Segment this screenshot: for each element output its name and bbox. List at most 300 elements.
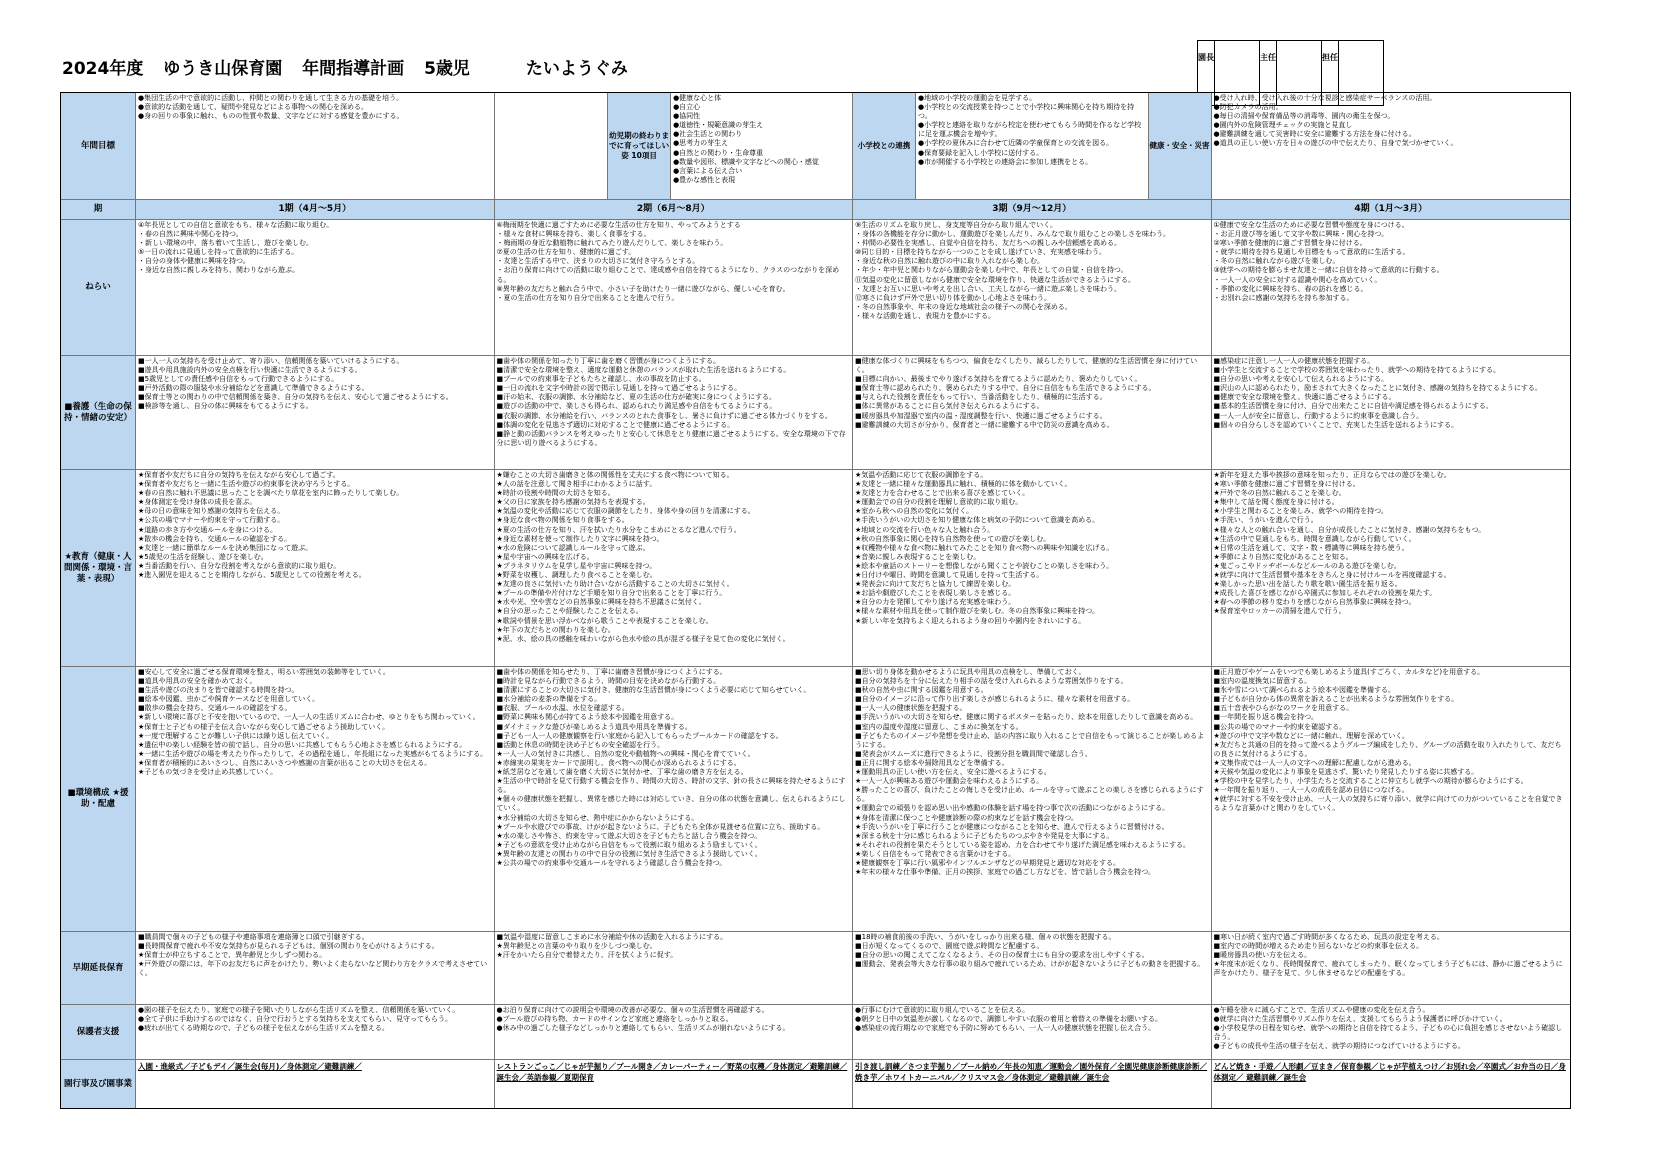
plan-line: ■汗の始末、衣服の調節、水分補給など、夏の生活の仕方が確実に身につくようにする。	[496, 393, 776, 402]
plan-line: ■五十音表やひらがなのワークを用意する。	[1213, 704, 1354, 713]
plan-line: ★手洗いうがいの大切さを知り健康な体と病気の予防について意識を高める。	[855, 516, 1100, 525]
plan-line: ■一年間を振り返る機会を持つ。	[1213, 713, 1318, 722]
plan-line: ■遊びの活動の中で、楽しさも得られ、認められたり満足感や自信をもてるようにする。	[496, 402, 777, 411]
row-label-aims: ねらい	[61, 220, 136, 356]
plan-line: ★嫌むことの大切さ歯磨きと体の関係性を丈夫にする食べ物について知る。	[496, 471, 734, 479]
plan-line: ★秋の自然事象に関心を持ち自然物を使っての遊びを楽しむ。	[855, 534, 1051, 543]
plan-line: ■自分の気持ちを十分に伝えたり相手の話を受け入れられるような雰囲気作りをする。	[855, 677, 1128, 686]
plan-line: ★保育者や友だちと一緒に生活や遊びの約束事を決め守ろうとする。	[138, 480, 355, 489]
plan-line: ■避難訓練の大切さが分かり、保育者と一緒に避難する中で防災の意識を高める。	[855, 420, 1114, 429]
period-3-header: 3期（9月～12月）	[853, 200, 1212, 220]
plan-line: ■活動と休息の時間を決め子どもの安全確認を行う。	[496, 740, 665, 749]
plan-line: ⑧異年齢の友だちと触れ合う中で、小さい子を助けたり一緒に遊びながら、優しい心を育む。	[496, 284, 790, 293]
plan-line: ⑫寒さに負けず戸外で思い切り体を動かし心地よさを味わう。	[855, 293, 1051, 302]
plan-line: ・身体の各機能を存分に動かし、運動遊びを楽しんだり、みんなで取り組むことの楽しさを味わう。	[855, 230, 1170, 239]
title-year: 2024年度	[62, 59, 144, 79]
plan-line: ★楽しく自信をもって発表できる言葉かけをする。	[855, 849, 1016, 858]
title-school: ゆうき山保育園	[163, 59, 283, 79]
plan-line: ★春の自然に触れ不思議に思ったことを調べたり草花を室内に飾ったりして楽しむ。	[138, 489, 404, 498]
plan-line: ★学校の中を見学したり、小学生たちと交流することに仲立ちし就学への期待が膨らむようにする。	[1213, 777, 1528, 786]
plan-line: ★友だちと共通の目的を持って遊べるようグループ編成をしたり、グループの活動を取り入れたりして、友だちの良さに気付けるようにする。	[1213, 740, 1562, 758]
plan-line: ③就学への期待を膨らませ友達と一緒に自信を持って意欲的に行動する。	[1213, 266, 1444, 275]
plan-line: ★水の楽しさや怖さ、約束を守って遊ぶ大切さを子どもたちと話し合う機会を持つ。	[496, 831, 762, 840]
plan-line: ・夏の生活の仕方を知り自分で出来ることを進んで行う。	[496, 293, 679, 302]
ten-aspect-item: ●豊かな感性と表現	[673, 175, 736, 184]
plan-line: ■自分の思いの聞こえてこなくなるよう、その日の保育士にも自分の要求を出しやすくする。	[855, 951, 1149, 960]
plan-line: ★自分の思ったことや経験したことを伝える。	[496, 607, 643, 616]
plan-line: ■小学生と交流することで学校の雰囲気を味わったり、就学への期待を持てるようにする。	[1213, 366, 1501, 375]
health-safety-item: ●道具の正しい使い方を日々の遊びの中で伝えたり、自身で気づかせていく。	[1213, 139, 1458, 148]
plan-line: ★一人一人の気付きに共感し、自然の変化や動植物への興味・関心を育てていく。	[496, 749, 755, 758]
row-label-education: ★教育（健康・人間関係・環境・言葉・表現）	[61, 470, 136, 667]
plan-line: ■ダイナミックな遊びが楽しめるよう道具や用具を準備する。	[496, 722, 692, 731]
plan-line: ■手洗いうがいの大切さを知らせ、健康に関するポスターを貼ったり、絵本を用意したりして意識を高める。	[855, 713, 1198, 722]
plan-line: ★気温の変化や活動に応じて衣服の調節をしたり、身体や身の回りを清潔にする。	[496, 507, 755, 516]
period-label: 期	[61, 200, 136, 220]
plan-line: ■歯や体の関係を知ったり丁寧に歯を磨く習慣が身につくようにする。	[496, 357, 720, 365]
plan-line: ■与えられた役割を責任をもって行い、当番活動をしたり、積極的に生活する。	[855, 393, 1107, 402]
plan-line: ・身近な自然に親しみを持ち、関わりながら遊ぶ。	[138, 266, 300, 275]
plan-line: ★春への季節の移り変わりを感じながら自然事象に興味を持つ。	[1213, 598, 1416, 607]
plan-line: ■保育士等との関わりの中で信頼関係を築き、自分の気持ちを伝え、安心して過ごせるようにする。	[138, 393, 453, 402]
plan-line: ・様々な食材に興味を持ち、楽しく食事をする。	[496, 230, 651, 239]
plan-line: ★寒い季節を健康に過ごす習慣を身に付ける。	[1213, 480, 1360, 489]
plan-line: ★深まる秋を十分に感じられるように子どもたちのつぶやきや発見を大事にする。	[855, 831, 1114, 840]
plan-line: ■目標に向かい、最後までやり遂げる気持ちを育てるように認めたり、褒めたりしていく。	[855, 375, 1142, 384]
plan-line: ★汗をかいたら自分で着替えたり、汗を拭くように促す。	[496, 951, 678, 960]
health-safety-item: ●毎日の清掃や保育備品等の消毒等、園内の衛生を保つ。	[1213, 112, 1395, 121]
plan-line: ●小学校見学の日程を知らせ、就学への期待と自信を持てるよう、子どもの心に負担を感じさせないよう確認し合う。	[1213, 1024, 1563, 1042]
title-plan: 年間指導計画	[302, 59, 405, 79]
plan-line: ★生活の中で見通しをもち、時間を意識しながら行動していく。	[1213, 534, 1416, 543]
plan-line: ●プール遊びの持ち物、カードのサインなど家庭と連絡をしっかりと取る。	[496, 1015, 733, 1024]
plan-line: ■室内の温度や湿度に留意し、こまめに換気をする。	[855, 722, 1023, 731]
plan-line: ★子どもの意欲を受け止めながら自信をもって役割に取り組めるよう励ましていく。	[496, 840, 762, 849]
health-safety-item: ●園内外の危険管理チェックの実施と見直し	[1213, 121, 1353, 130]
plan-line: ⑦夏の生活の仕方を知り、健康的に過ごす。	[496, 248, 636, 257]
plan-line: ★健康観察を丁寧に行い風邪やインフルエンザなどの早期発見と適切な対応をする。	[855, 858, 1120, 867]
plan-line: ●行事にむけて意欲的に取り組んでいることを伝える。	[855, 1006, 1030, 1014]
plan-line: ■5歳児としての責任感や自信をもって行動できるようにする。	[138, 375, 339, 384]
plan-line: ■道具や用具の安全を確かめておく。	[138, 677, 257, 686]
plan-line: ★日付けや曜日、時間を意識して見通しを持って生活する。	[855, 571, 1044, 580]
plan-line: ■安心して安全に過ごせる保育環境を整え、明るい雰囲気の装飾等をしていく。	[138, 668, 390, 676]
plan-line: ★遺伝中の楽しい経験を皆の前で話し、自分の思いに共感してもらう心地よさを感じられるようにする。	[138, 740, 467, 749]
plan-line: ■プールでの約束事を子どもたちと確認し、水の事故を防止する。	[496, 375, 706, 384]
parent-support-period-1	[136, 1005, 495, 1060]
plan-line: ★音楽に親しみ表現することを楽しむ。	[855, 552, 981, 561]
education-period-4	[1212, 470, 1571, 667]
plan-line: ★自分の力を発揮してやり遂げる充実感を味わう。	[855, 598, 1016, 607]
extended-care-period-4	[1212, 932, 1571, 1005]
plan-line: ★日常の生活を通して、文字・数・標識等に興味を持ち使う。	[1213, 543, 1409, 552]
plan-line: ■秋の自然や虫に関する図鑑を用意する。	[855, 686, 988, 695]
plan-line: ★新年を迎えた事や挨拶の意味を知ったり、正月ならではの遊びを楽しむ。	[1213, 471, 1451, 479]
plan-line: ★成長した喜びを感じながら卒園式に参加しそれぞれの役割を果たす。	[1213, 589, 1437, 598]
plan-line: ★紙芝居などを通して歯を磨く大切さに気付かせ、丁寧な歯の磨き方を伝える。	[496, 768, 748, 777]
plan-line: ■子どもが自分から体の異常を訴えることが出来るような雰囲気作りをする。	[1213, 695, 1459, 704]
plan-line: ・お正月遊び等を通して文字や数に興味・関心を持つ。	[1213, 230, 1389, 239]
period-2-header: 2期（6月～8月）	[495, 200, 854, 220]
health-safety-item: ●避難訓練を通して災害時に安全に避難する方法を身に付ける。	[1213, 130, 1416, 139]
plan-line: ★新しい年を気持ちよく迎えられるよう身の回りや園内をきれいにする。	[855, 616, 1086, 625]
plan-line: ★生活の中で時計を見て行動する機会を作り、時間の大切さ、時計の文字、針の長さに興味を持たせるようにする。	[496, 777, 846, 795]
plan-line: ●就学に向けた生活習慣やリズム作りを伝え、支援してもらうよう保護者に呼びかけていく。	[1213, 1015, 1507, 1024]
plan-line: ②寒い季節を健康的に過ごす習慣を身に付ける。	[1213, 239, 1367, 248]
plan-line: ■一人一人が安全に留意し、行動するように約束事を意識し合う。	[1213, 411, 1424, 420]
school-link-item: ●市が開催する小学校との連絡会に参加し連携をとる。	[918, 157, 1093, 166]
plan-line: ■18時の補食前後の手洗い、うがいをしっかり出来る様、個々の状態を把握する。	[855, 933, 1116, 941]
plan-line: ■静と動の活動バランスを考えゆったりと安心して休息をとり健康に過ごせるようにする。安全な環境の下で存分に思い切り遊べるようにする。	[496, 429, 846, 447]
plan-line: ■氷や雪について調べられるよう絵本や図鑑を準備する。	[1213, 686, 1395, 695]
plan-line: ■室内での時間が増えるため走り回らないなどの約束事を伝える。	[1213, 942, 1424, 951]
plan-line: ■感染症に注意し一人一人の健康状態を把握する。	[1213, 357, 1375, 365]
plan-line: ■一人一人の気持ちを受け止めて、寄り添い、信頼関係を築いていけるようにする。	[138, 357, 404, 365]
plan-line: ■保育士等に認められたり、褒められたりする中で、自分に自信をもち生活できるようにする。	[855, 384, 1156, 393]
plan-line: ★一度で理解することが難しい子供には繰り返し伝えていく。	[138, 731, 334, 740]
plan-line: ★保育者や友だちに自分の気持ちを伝えながら安心して過ごす。	[138, 471, 340, 479]
plan-line: ■寒い日が続く室内で過ごす時間が多くなるため、玩具の設定を考える。	[1213, 933, 1444, 941]
plan-line: ★様々な人との触れ合いを通し、自分が成長したことに気付き、感謝の気持ちをもつ。	[1213, 525, 1486, 534]
plan-line: ★身体を清潔に保つことや健康診断の際の約束などを話す機会を持つ。	[855, 813, 1078, 822]
annual-goals-text	[136, 93, 495, 200]
school-link-item: ●地域の小学校の運動会を見学する。	[918, 94, 1037, 102]
plan-line: ★身体測定を受け身体の成長を喜ぶ。	[138, 498, 257, 507]
plan-line: ■自分の思いや考えを安心して伝えられるようにする。	[1213, 375, 1389, 384]
plan-line: ■個々の自分らしさを認めていくことで、充実した生活を送れるようにする。	[1213, 420, 1458, 429]
plan-line: ■正月に関する絵本や掃除用具などを準備する。	[855, 758, 1009, 767]
plan-line: ⑪気温の変化に留意しながら健康で安全な環境を作り、快適な生活ができるようにする。	[855, 275, 1135, 284]
plan-line: ★年下の友だちとの関わりを楽しむ。	[496, 625, 615, 634]
plan-line: ★運動会での自分の役割を理解し意欲的に取り組む。	[855, 498, 1023, 507]
plan-line: ★文集作成では一人一人の文字への理解に配慮しながら進める。	[1213, 758, 1416, 767]
care-period-4	[1212, 356, 1571, 470]
plan-line: ■水分補給の麦茶の準備をする。	[496, 695, 602, 704]
plan-line: ■基本的生活習慣を身に付け、自分で出来たことに自信や満足感を得られるようにする。	[1213, 402, 1493, 411]
ten-aspect-item: ●思考力の芽生え	[673, 139, 729, 148]
plan-line: ★水や光、空や雲などの自然事象に興味を持ち不思議さに気付く。	[496, 598, 706, 607]
row-label-events: 園行事及び園事業	[61, 1060, 136, 1108]
plan-line: ★野菜を収穫し、調理したり食べることを楽しむ。	[496, 571, 657, 580]
care-period-2	[495, 356, 854, 470]
aims-period-2	[495, 220, 854, 356]
environment-period-4	[1212, 667, 1571, 932]
plan-line: ★友達と一緒に様々な運動器具に触れ、積極的に体を動かしていく。	[855, 480, 1072, 489]
plan-line: ★新しい環境に喜びと不安を抱いているので、一人一人の生活リズムに合わせ、ゆとりをもち関わっていく。	[138, 713, 480, 722]
stamp-label-principal: 園長	[1198, 41, 1215, 106]
plan-line: ■子ども一人一人の健康観察を行い家庭から記入してもらったプールカードの確認をする。	[496, 731, 783, 740]
extended-care-period-2	[495, 932, 854, 1005]
plan-line: ★散歩の機会を持ち、交通ルールの確認をする。	[138, 534, 292, 543]
plan-line: ★小学生と関わることを楽しみ、就学への期待を持つ。	[1213, 507, 1388, 516]
extended-care-period-3	[853, 932, 1212, 1005]
plan-line: ★公共の場でマナーや約束を守って行動する。	[138, 516, 285, 525]
plan-line: ●子どもの成長や生活の様子を伝え、就学の期待につなげていけるようにする。	[1213, 1042, 1465, 1051]
school-link-item: ●小学校との交流授業を持つことで小学校に興味関心を持ち期待を持つ。	[918, 103, 1135, 121]
school-link-item: ●保育要録を記入し小学校に送付する。	[918, 148, 1044, 157]
plan-line: ・就学に期待を持ち見通しや目標をもって意欲的に生活する。	[1213, 248, 1410, 257]
plan-line: ★地域との交流を行い色々な人と触れ合う。	[855, 525, 995, 534]
plan-line: ★戸外で冬の自然に触れることを楽しむ。	[1213, 489, 1346, 498]
plan-line: ★手洗いうがいを丁寧に行うことが健康につながることを知らせ、進んで行えるように習慣付ける。	[855, 822, 1169, 831]
plan-line: ★一緒に生活や遊びの場を考えたり作ったりして、その過程を通し、年長組になった実感がもてるようにする。	[138, 749, 488, 758]
plan-line: ★気温や活動に応じて衣服の調節をする。	[855, 471, 988, 479]
ten-aspect-item: ●健康な心と体	[673, 94, 722, 102]
ten-aspect-item: ●数量や図形、標識や文字などへの関心・感覚	[673, 157, 819, 166]
plan-line: ・身近な秋の自然に触れ遊びの中に取り入れながら楽しむ。	[855, 257, 1044, 266]
ten-aspect-item: ●道徳性・規範意識の芽生え	[673, 121, 764, 130]
plan-line: ④年長児としての自信と意欲をもち、様々な活動に取り組む。	[138, 221, 334, 229]
plan-line: ★絵本や童話のストーリーを想像しながら聞くことや読むことの楽しさを味わう。	[855, 561, 1114, 570]
plan-line: ★保育者が積極的にあいさつし、自然にあいさつや感謝の言葉が出ることの大切さを伝える。	[138, 758, 432, 767]
care-period-1	[136, 356, 495, 470]
plan-line: ★水分補給の大切さを知らせ、熱中症にかからないようにする。	[496, 813, 699, 822]
school-link-item: ●小学校の夏休みに合わせて近隣の学童保育との交流を図る。	[918, 139, 1114, 148]
plan-line: ★星や宇宙への興味を広げる。	[496, 552, 594, 561]
plan-line: ★年度末が近くなり、長時間保育で、疲れてしまったり、眠くなってしまう子どもには、静かに過ごせるように声をかけたり、様子を見て、少し休ませるなどの配慮をする。	[1213, 960, 1563, 978]
plan-line: ・春の自然に興味や関心を持つ。	[138, 230, 243, 239]
plan-line: ■室内の温度換気に留意する。	[1213, 677, 1312, 686]
plan-line: ★父の日に家族を持ち感謝の気持ちを表現する。	[496, 498, 650, 507]
plan-line: ■健康で安全な環境を整え、快適に過ごせるようにする。	[1213, 393, 1396, 402]
plan-line: ★夏の生活の仕方を知り、汗を拭いたり水分をこまめにとるなど進んで行う。	[496, 525, 741, 534]
plan-line: ★楽しかった思い出を話したり歌を歌い園生活を振り返る。	[1213, 580, 1402, 589]
plan-line: ★プールの準備や片付けなど手順を知り自分で出来ることを丁寧に行う。	[496, 589, 727, 598]
plan-line: ★就学に対する不安を受け止め、一人一人の気持ちに寄り添い、就学に向けての力がついていることを自覚できるような言葉かけと関わりをしていく。	[1213, 795, 1563, 813]
plan-line: ★お話や劇遊びしたことを表現し楽しさを感じる。	[855, 589, 1016, 598]
care-period-3	[853, 356, 1212, 470]
row-label-extended-care: 早期延長保育	[61, 932, 136, 1005]
plan-line: ・様々な活動を通し、表現力を豊かにする。	[855, 311, 995, 320]
plan-line: ★一人一人が興味ある遊びや運動会を味わえるようにする。	[855, 777, 1044, 786]
health-safety-item: ●防犯カメラの活用。	[1213, 103, 1283, 112]
plan-line: ■一人一人の健康状態を把握する。	[855, 704, 967, 713]
plan-line: ■遊具や用具施設内外の安全点検を行い快適に生活できるようにする。	[138, 366, 362, 375]
plan-line: ★収穫物や様々な食べ物に触れてみたことを知り食べ物への興味や知識を広げる。	[855, 543, 1114, 552]
annual-goal: ●集団生活の中で意欲的に活動し、仲間との関わりを通して生きる力の基礎を培う。	[138, 94, 404, 102]
plan-line: ・冬の自然に触れながら遊びを楽しむ。	[1213, 257, 1340, 266]
plan-line: ★室から秋への自然の変化に気付く。	[855, 507, 974, 516]
row-label-care: ■養護（生命の保持・情緒の安定）	[61, 356, 136, 470]
plan-line: ■長時間保育で疲れや不安な気持ちが見られる子どもは、個別の関わりを心がけるようにする。	[138, 942, 439, 951]
parent-support-period-2	[495, 1005, 854, 1060]
plan-line: ・お泊り保育に向けての活動に取り組むことで、達成感や自信を持てるようになり、クラスのつながりを深める。	[496, 266, 840, 284]
aims-period-4	[1212, 220, 1571, 356]
plan-line: ・一人一人の安全に対する認識や関心を高めていく。	[1213, 275, 1382, 284]
event-list: 入園・進級式／子どもデイ／誕生会(毎月)／身体測定／避難訓練／	[138, 1062, 362, 1071]
plan-line: ★保育室やロッカーの清掃を進んで行う。	[1213, 607, 1346, 616]
ten-aspect-item: ●協同性	[673, 112, 701, 121]
ten-aspects-cell	[495, 93, 854, 200]
plan-line: ■清潔にすることの大切さに気付き、健康的な生活習慣が身につくよう必要に応じて知らせていく。	[496, 686, 811, 695]
environment-period-3	[853, 667, 1212, 932]
health-safety-item: ●受け入れ時、受け入れ後の十分な視診と感染症サーベランスの活用。	[1213, 94, 1437, 102]
row-label-parent-support: 保護者支援	[61, 1005, 136, 1060]
period-1-header: 1期（4月～5月）	[136, 200, 495, 220]
aims-period-3	[853, 220, 1212, 356]
plan-line: ★鬼ごっこやドッヂボールなどルールのある遊びを楽しむ。	[1213, 561, 1401, 570]
plan-line: ●休み中の過ごした様子などしっかりと連絡してもらい、生活リズムが崩れないようにする。	[496, 1024, 790, 1033]
plan-line: ■暖房器具の使い方を伝える。	[1213, 951, 1312, 960]
plan-line: ■生活や遊びの決まりを皆で確認する時間を持つ。	[138, 686, 299, 695]
education-period-2	[495, 470, 854, 667]
plan-line: ・自分の身体や健康に興味を持つ。	[138, 257, 250, 266]
plan-line: ■散歩の機会を持ち、交通ルールの確認をする。	[138, 704, 292, 713]
title-age: 5歳児	[424, 59, 470, 79]
plan-line: ★当番活動を行い、自分な役割を考えながら意欲的に取り組む。	[138, 561, 341, 570]
plan-line: ・友達とお互いに思いや考えを出し合い、工夫しながら一緒に遊ぶ楽しさを味わう。	[855, 284, 1121, 293]
plan-line: ★時計の役割や時間の大切さを知る。	[496, 489, 615, 498]
annual-goal: ●身の回りの事象に触れ、ものの性質や数量、文字などに対する感覚を豊かにする。	[138, 112, 404, 121]
plan-line: ■衣服、プールの水温、水位を確認する。	[496, 704, 629, 713]
plan-line: ●お泊り保育に向けての説明会や環境の改善が必要な、個々の生活習慣を再確認する。	[496, 1006, 769, 1014]
page-title	[62, 54, 642, 79]
ten-aspects-label: 幼児期の終わりまでに育ってほしい姿 10項目	[607, 93, 671, 199]
plan-line: ■思い切り身体を動かせるように玩具や用具の点検をし、準備しておく。	[855, 668, 1086, 676]
plan-line: ■自分のイメージに沿って作り出す楽しさが感じられるように、様々な素材を用意する。	[855, 695, 1135, 704]
parent-support-period-3	[853, 1005, 1212, 1060]
plan-line: ★季節により自然に変化があることを知る。	[1213, 552, 1353, 561]
aims-period-1	[136, 220, 495, 356]
plan-line: ★手洗い、うがいを進んで行う。	[1213, 516, 1318, 525]
plan-line: ■職員間で個々の子どもの様子や連絡事項を連絡簿と口頭で引継ぎする。	[138, 933, 369, 941]
event-list: どんど焼き・手遊／人形劇／豆まき／保育参観／じゃが芋植えつけ／お別れ会／卒園式／お弁当の日／身体測定／ 避難訓練／誕生会	[1213, 1062, 1566, 1082]
row-label-environment: ■環境構成 ★援助・配慮	[61, 667, 136, 932]
plan-line: ★歌詞や情景を思い浮かべながら歌うことや表現することを楽しむ。	[496, 616, 713, 625]
plan-line: ★異年齢の友達との関わりの中で自分の役割に気付き生活できるよう援助していく。	[496, 849, 762, 858]
events-period-4	[1212, 1060, 1571, 1108]
events-period-2	[495, 1060, 854, 1108]
plan-line: ●全て子供に手助けするのではなく、自分で行おうとする気持ちを支えてもらい、見守ってもらう。	[138, 1015, 452, 1024]
school-link-list	[916, 93, 1148, 199]
plan-line: ■正月遊びやゲームをいつでも楽しめるよう道具(すごろく、カルタなど)を用意する。	[1213, 668, 1485, 676]
plan-line: ★5歳児の生活を経験し、遊びを楽しむ。	[138, 552, 268, 561]
plan-line: ★戸外遊びの際には、年下のお友だちに声をかけたり、勢いよく走らないなど関わり方をクラスで考えさせていく。	[138, 960, 488, 978]
plan-line: ⑥梅雨期を快適に過ごすために必要な生活の仕方を知り、やってみようとする	[496, 221, 741, 229]
plan-line: ★運動用具の正しい使い方を伝え、安全に遊べるようにする。	[855, 768, 1051, 777]
plan-line: ★一年間を振り返り、一人一人の成長を認め自信につなげる。	[1213, 786, 1409, 795]
ten-aspect-item: ●自立心	[673, 103, 701, 112]
plan-line: ・お別れ会に感謝の気持ちを持ち参加する。	[1213, 293, 1354, 302]
environment-period-1	[136, 667, 495, 932]
plan-line: ①健康で安全な生活のために必要な習慣や態度を身につける。	[1213, 221, 1409, 229]
plan-line: ■日が短くなってくるので、園庭で遊ぶ時間など配慮する。	[855, 942, 1044, 951]
period-4-header: 4期（1月～3月）	[1212, 200, 1571, 220]
plan-line: ★母の日の意味を知り感謝の気持ちを伝える。	[138, 507, 285, 516]
plan-line: ★プラネタリウムを見学し星や宇宙に興味を持つ。	[496, 561, 657, 570]
plan-line: ■沢山の人に認められたり、励まされて大きくなったことに気付き、感謝の気持ちを持てるようにする。	[1213, 384, 1542, 393]
plan-line: ⑨生活のリズムを取り戻し、身支度等自分から取り組んでいく。	[855, 221, 1057, 229]
ten-aspect-item: ●自然との関わり・生命尊重	[673, 148, 764, 157]
plan-line: ★運動会での頑張りを認め思い出や感動の体験を話す場を持つ事で次の活動につながるようにする。	[855, 804, 1170, 813]
health-safety-label: 健康・安全・災害	[1148, 93, 1211, 199]
events-period-3	[853, 1060, 1212, 1108]
plan-line: ■衣服の調節、水分補給を行い、バランスのとれた食事をし、暑さに負けずに過ごせる体力づくりをする。	[496, 411, 832, 420]
stamp-label-chief: 主任	[1260, 41, 1277, 106]
plan-line: ●園の様子を伝えたり、家庭での様子を聞いたりしながら生活リズムを整え、信頼関係を築いていく。	[138, 1006, 460, 1014]
plan-line: ★保育士が仲立ちすることで、異年齢児と少しずつ関わる。	[138, 951, 327, 960]
plan-line: ★進入園児を迎えることを期待しながら、5歳児としての役割を考える。	[138, 571, 366, 580]
plan-line: ★友達の良さに気付いたり助け合いながら活動することの大切さに気付く。	[496, 580, 734, 589]
events-period-1	[136, 1060, 495, 1108]
plan-line: ・梅雨期の身近な動植物に触れてみたり遊んだりして、楽しさを味わう。	[496, 239, 728, 248]
plan-line: ■運動会、発表会等大きな行事の取り組みで疲れているため、けがが起きないように子どもの動きを把握する。	[855, 960, 1205, 969]
plan-line: ・年少・年中児と関わりながら運動会を楽しむ中で、年長としての自覚・自信を持つ。	[855, 266, 1128, 275]
plan-line: ・仲間の必要性を実感し、自覚や自信を持ち、友だちへの親しみや信頼感を高める。	[855, 239, 1121, 248]
annual-plan-table	[60, 92, 1571, 1109]
school-link-cell	[853, 93, 1212, 200]
environment-period-2	[495, 667, 854, 932]
plan-line: ■一日の流れを文字や時計の図で掲示し見通しを持って過ごせるようにする。	[496, 384, 742, 393]
ten-aspects-list	[671, 93, 852, 199]
plan-line: ★水の危険について認識しルールを守って遊ぶ。	[496, 543, 650, 552]
plan-line: ★天候や気温の変化により事象を見逃さず、驚いたり発見したりする姿に共感する。	[1213, 768, 1479, 777]
plan-line: ★友達と力を合わせることで出来る喜びを感じていく。	[855, 489, 1030, 498]
education-period-3	[853, 470, 1212, 667]
stamp-label-teacher: 担任	[1322, 41, 1339, 106]
plan-line: ★赤線実の果実をカードで説明し、食べ物への関心が深められるようにする。	[496, 758, 741, 767]
plan-line: ★様々な素材や用具を使って制作遊びを楽しむ。冬の自然事象に興味を持つ。	[855, 607, 1099, 616]
plan-line: ●感染症の流行期なので家庭でも予防に努めてもらい、一人一人の健康状態を把握し伝え合う。	[855, 1024, 1156, 1033]
plan-line: ・友達と生活する中で、決まりの大切さに気付き守ろうとする。	[496, 257, 700, 266]
plan-line: ★遊びの中で文字や数などに一緒に触れ、理解を深めていく。	[1213, 731, 1410, 740]
plan-line: ★身近な食べ物の関係を知り食事をする。	[496, 516, 629, 525]
plan-line: ■戸外活動の際の服装や水分補給などを意識して準備できるようにする。	[138, 384, 369, 393]
event-list: 引き渡し訓練／さつま芋掘り／プール納め／年長の知恵／運動会／園外保育／全園児健康診断健康診断／焼き芋／ホワイトカーニバル／クリスマス会／身体測定／避難訓練／誕生会	[855, 1062, 1208, 1082]
plan-line: ■野菜に興味も関心が持てるよう絵本や図鑑を用意する。	[496, 713, 679, 722]
plan-line: ★異年齢児との言葉のやり取りを少しづつ楽しむ。	[496, 942, 657, 951]
plan-line: ★人の話を注意して聞き相手にわかるように話す。	[496, 480, 657, 489]
plan-line: ★個々の健康状態を把握し、異常を感じた時には対応していき、自分の体の状態を意識し、伝えられるようにしていく。	[496, 795, 846, 813]
annual-goals-label: 年間目標	[61, 93, 136, 200]
plan-line: ★就学に向けて生活習慣や基本をきちんと身に付けルールを再度確認する。	[1213, 571, 1451, 580]
plan-line: ⑩同じ目的・目標を持ちながら一つのことを成し遂げていき、充実感を味わう。	[855, 248, 1106, 257]
plan-line: ●午睡を徐々に減らすことで、生活リズムや健康の変化を伝え合う。	[1213, 1006, 1430, 1014]
plan-line: ■絵本や図鑑、虫かごや飼育ケースなどを用意していく。	[138, 695, 320, 704]
plan-line: ■暖房器具や加湿器で室内の温・湿度調整を行い、快適に過ごせるようにする。	[855, 411, 1107, 420]
plan-line: ★集中して話を聞く態度を身に付ける。	[1213, 498, 1339, 507]
event-list: レストランごっこ／じゃが芋掘り／プール開き／カレーパーティー／野菜の収穫／身体測定／避難訓練／誕生会／英語参観／夏期保育	[496, 1062, 848, 1082]
plan-line: ★それぞれの役割を果たそうとしている姿を認め、力を合わせてやり遂げた満足感を味わえるようにする。	[855, 840, 1190, 849]
title-class: たいようぐみ	[525, 59, 628, 79]
plan-line: ★道路の歩き方や交通ルールを身につける。	[138, 525, 277, 534]
plan-line: ■清潔で安全な環境を整え、適度な運動と休憩のバランスが取れた生活を送れるようにする。	[496, 366, 791, 375]
plan-line: ★身近な素材を使って制作したり文字に興味を持つ。	[496, 534, 664, 543]
plan-line: ★友達と一緒に簡単なルールを決め集団になって遊ぶ。	[138, 543, 313, 552]
plan-line: ●朝夕と日中の気温差が激しくなるので、調節しやすい衣服の着用と着替えの準備をお願いする。	[855, 1015, 1162, 1024]
plan-line: ・季節の変化に興味を持ち、春の訪れを感じる。	[1213, 284, 1368, 293]
plan-line: ★プールや水遊びでの事故、けがが起きないように、子どもたち全体が見渡せる位置に立ち、援助する。	[496, 822, 825, 831]
plan-line: ●疲れが出てくる時期なので、子どもの様子を伝えながら生活リズムを整える。	[138, 1024, 389, 1033]
annual-goal: ●意欲的な活動を通して、疑問や発見などによる事物への関心を深める。	[138, 103, 368, 112]
plan-line: ■検診等を通し、自分の体に興味をもてるようにする。	[138, 402, 313, 411]
plan-line: ■体に異常があることに自ら気付き伝えられるようにする。	[855, 402, 1044, 411]
plan-line: ■気温や湿度に留意しこまめに水分補給や休の活動を入れるようにする。	[496, 933, 728, 941]
plan-line: ■子どもたちのイメージや発想を受け止め、話の内容に取り入れることで自信をもって演じることが楽しめるようにする。	[855, 731, 1205, 749]
plan-line: ★勝ったことの喜び、負けたことの悔しさを受け止め、ルールを守って遊ぶことの楽しさを感じられるようにする。	[855, 786, 1204, 804]
education-period-1	[136, 470, 495, 667]
school-link-label: 小学校との連携	[853, 93, 916, 199]
plan-line: ■時計を見ながら行動できるよう、時間の目安を決めながら行動する。	[496, 677, 721, 686]
health-safety-list	[1212, 93, 1571, 200]
plan-line: ・新しい環境の中、落ち着いて生活し、遊びを楽しむ。	[138, 239, 313, 248]
plan-line: ★発表会に向けて友だちと協力して練習を楽しむ。	[855, 580, 1016, 589]
plan-line: ★子どもの気づきを受け止め共感していく。	[138, 768, 278, 777]
plan-line: ■公共の場でのマナーや約束を確認する。	[1213, 722, 1347, 731]
plan-line: ・冬の自然事象や、年末の身近な地域社会の様子への関心を深める。	[855, 302, 1072, 311]
extended-care-period-1	[136, 932, 495, 1005]
ten-aspect-item: ●言葉による伝え合い	[673, 166, 743, 175]
